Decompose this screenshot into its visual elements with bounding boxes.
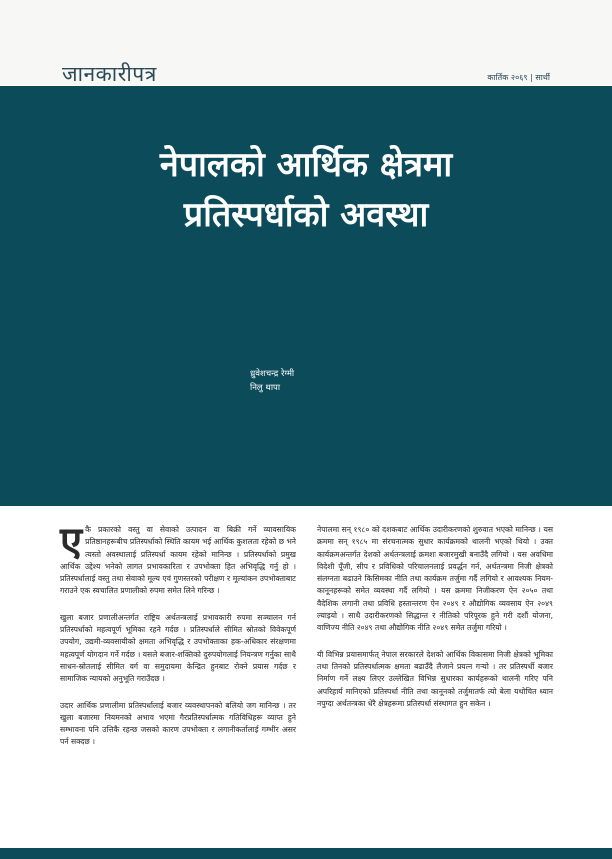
author-2: निलु थापा: [250, 383, 281, 393]
footer-band: [0, 848, 612, 859]
issue-info: कार्तिक २०६९ | सार्थी: [487, 73, 550, 82]
paragraph: नेपालमा सन् १९८० को दशकबाट आर्थिक उदारीकरणको शुरुवात भएको मानिन्छ । यस क्रममा सन् १९८५ मा संरचनात्मक सुधार कार्यक्रमको थालनी भएको थियो । उक्त कार्यक्रमअन्तर्गत देशको अर्थतन्त्रलाई क्रमशः बजारमुखी बनाउँदै लगियो । यस अवधिमा विदेशी पूँजी, सीप र प्रविधिको परिचालनलाई प्रवर्द्धन गर्न, अर्थतन्त्रमा निजी क्षेत्रको संलग्नता बढाउने किसिमका नीति तथा कार्यक्रम तर्जुमा गर्दै लगियो र आवश्यक नियम-कानूनहरूको समेत व्यवस्था गर्दै लगियो । यस क्रममा निजीकरण ऐन २०५० तथा वैदेशिक लगानी तथा प्रविधि हस्तान्तरण ऐन २०४९ र औद्योगिक व्यवसाय ऐन २०४९ ल्याइयो । साथै उदारीकरणको सिद्धान्त र नीतिको परिपूरक हुने गरी दशौं योजना, वाणिज्य नीति २०४९ तथा औद्योगिक नीति २०४९ समेत तर्जुमा गरियो ।: [317, 525, 553, 633]
left-column: [60, 518, 296, 763]
right-column: [317, 524, 553, 724]
paragraph: एकै प्रकारको वस्तु वा सेवाको उत्पादन वा बिक्री गर्ने व्यावसायिक प्रतिष्ठानहरूबीच प्रतिस्पर्धाको स्थिति कायम भई आर्थिक कुशलता रहेको छ भने त्यस्तो अवस्थालाई प्रतिस्पर्धा कायम रहेको मानिन्छ । प्रतिस्पर्धाको प्रमुख आर्थिक उद्देश्य भनेको लागत प्रभावकारिता र उपभोक्ता हित अभिवृद्धि गर्नु हो । प्रतिस्पर्धालाई वस्तु तथा सेवाको मूल्य एवं गुणस्तरको परीक्षण र मूल्यांकन उपभोक्ताबाट गराउने एक स्वचालित प्रणालीको रुपमा समेत लिने गरिन्छ ।: [60, 518, 296, 596]
paragraph: उदार आर्थिक प्रणालीमा प्रतिस्पर्धालाई बजार व्यवस्थापनको बलियो जग मानिन्छ । तर खुला बजारमा नियमनको अभाव भएमा गैरप्रतिस्पर्धात्मक गतिविधिहरू व्याप्त हुने सम्भावना पनि उत्तिकै रहन्छ जसको कारण उपभोक्ता र लगानीकर्तालाई गम्भीर असर पर्न सक्दछ ।: [60, 700, 296, 747]
section-title: जानकारीपत्र: [62, 62, 157, 86]
title-line-2: प्रतिस्पर्धाको अवस्था: [183, 195, 429, 235]
author-1: ध्रुवेशचन्द्र रेग्मी: [250, 369, 295, 379]
author-block: [250, 367, 450, 395]
article-title: [40, 140, 572, 240]
drop-cap: ए: [60, 518, 83, 565]
paragraph: यी विभिन्न प्रयासमार्फत् नेपाल सरकारले देशको आर्थिक विकासमा निजी क्षेत्रको भूमिका तथा तिनको प्रतिस्पर्धात्मक क्षमता बढाउँदै लैजाने प्रयत्न गऱ्यो । तर प्रतिस्पर्धी बजार निर्माण गर्ने लक्ष्य लिएर उल्लेखित विभिन्न सुधारका कार्यहरूको थालनी गरिए पनि अपरिहार्य मानिएको प्रतिस्पर्धा नीति तथा कानूनको तर्जुमातर्फ त्यो बेला यथोचित ध्यान नपुग्दा अर्थतन्त्रका धेरै क्षेत्रहरूमा प्रतिस्पर्धा संस्थागत हुन सकेन ।: [317, 649, 553, 708]
title-line-1: नेपालको आर्थिक क्षेत्रमा: [159, 145, 453, 185]
paragraph: खुला बजार प्रणालीअन्तर्गत राष्ट्रिय अर्थतन्त्रलाई प्रभावकारी रुपमा सञ्चालन गर्न प्रतिस्पर्धाको महत्वपूर्ण भूमिका रहने गर्दछ । प्रतिस्पर्धाले सीमित स्रोतको विवेकपूर्ण उपयोग, उद्यमी-व्यवसायीको क्षमता अभिवृद्धि र उपभोक्ताका हक-अधिकार संरक्षणमा महत्वपूर्ण योगदान गर्ने गर्दछ । यसले बजार-शक्तिको दुरुपयोगलाई नियन्त्रण गर्नुका साथै साधन-स्रोतलाई सीमित वर्ग वा समुदायमा केन्द्रित हुनबाट रोक्ने प्रयास गर्दछ र सामाजिक न्यायको अनुभूति गराउँदछ ।: [60, 612, 296, 684]
